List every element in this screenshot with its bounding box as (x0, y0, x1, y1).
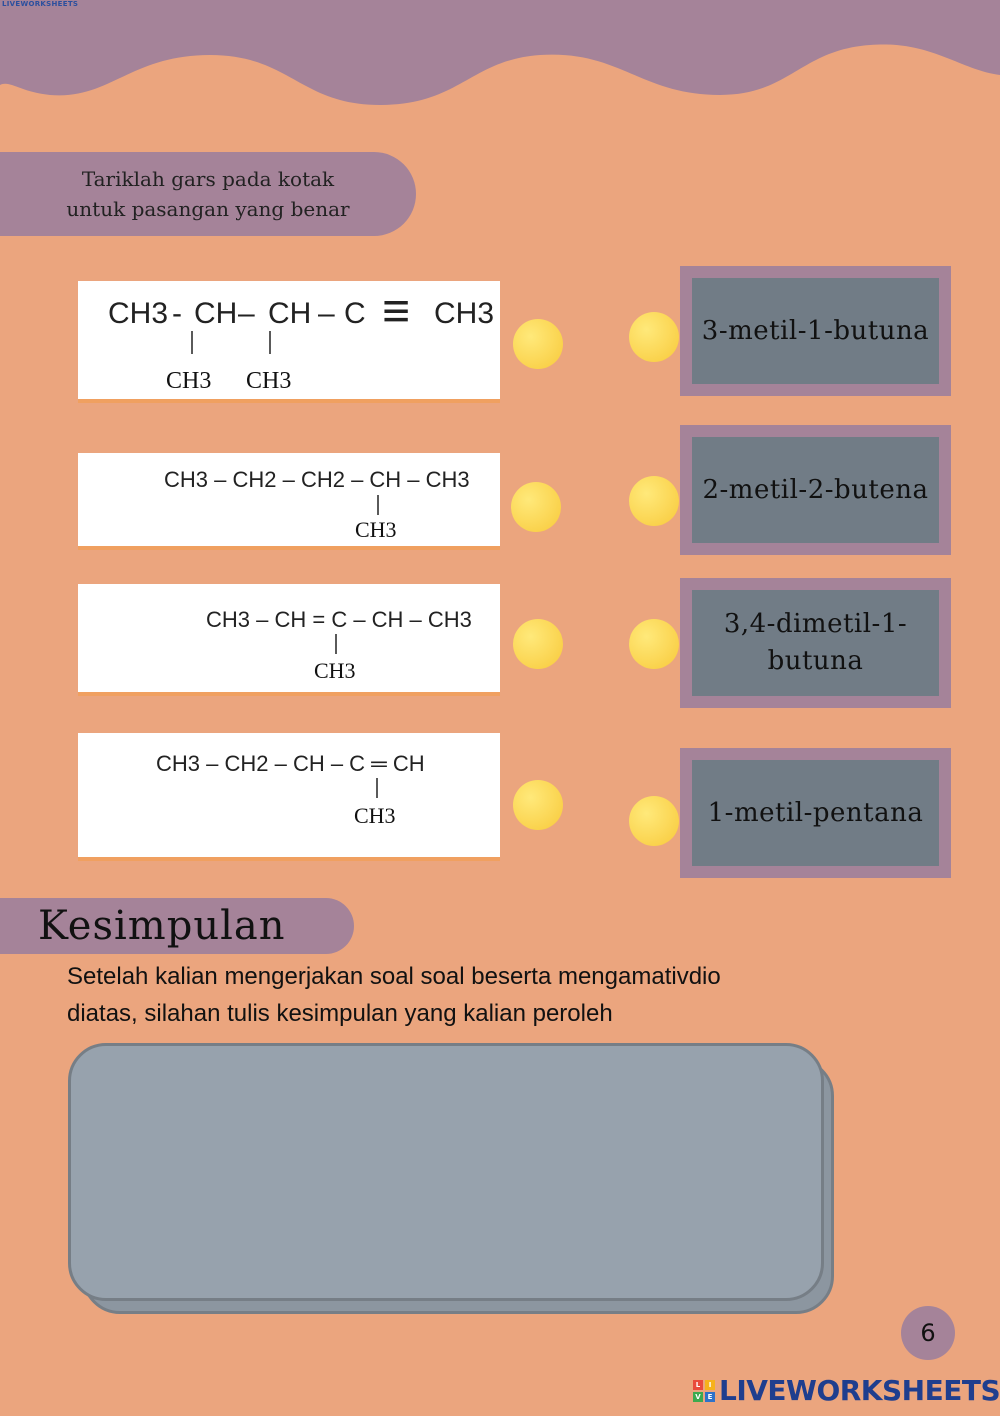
formula-2-main: CH3 – CH2 – CH2 – CH – CH3 (164, 467, 470, 492)
formula-card-4 (78, 733, 500, 857)
logo-squares-icon: L I V E (693, 1380, 715, 1402)
match-dot-left-1[interactable] (513, 319, 563, 369)
formula-1-c: C (344, 297, 366, 330)
name-box-3 (680, 578, 951, 708)
instruction-banner (0, 152, 416, 236)
name-label-2: 2-metil-2-butena (702, 474, 929, 505)
match-dot-right-3[interactable] (629, 619, 679, 669)
formula-1-dash-a: - (172, 297, 182, 330)
formula-1-sub-a: CH3 (166, 368, 212, 394)
formula-3-main: CH3 – CH = C – CH – CH3 (206, 607, 472, 632)
page-number-badge (901, 1306, 955, 1360)
name-box-2 (680, 425, 951, 555)
formula-1-dash-c: – (318, 297, 335, 330)
formula-1-ch-a: CH (194, 297, 238, 330)
instruction-text: Tariklah gars pada kotak untuk pasangan yang benar (66, 167, 350, 221)
answer-box (68, 1043, 824, 1301)
top-wave-decoration (0, 0, 1000, 110)
name-label-4: 1-metil-pentana (707, 797, 924, 828)
formula-card-3 (78, 584, 500, 692)
match-dot-left-4[interactable] (513, 780, 563, 830)
formula-1-ch-b: CH (268, 297, 312, 330)
formula-3-sub: CH3 (314, 658, 356, 683)
formula-1-triple-bond: ≡ (382, 285, 411, 338)
page-number: 6 (920, 1319, 936, 1347)
logo-text: LIVEWORKSHEETS (719, 1374, 1000, 1407)
formula-2-sub: CH3 (355, 517, 397, 542)
match-dot-right-4[interactable] (629, 796, 679, 846)
match-dot-right-2[interactable] (629, 476, 679, 526)
formula-4-main: CH3 – CH2 – CH – C ═ CH (156, 751, 425, 776)
name-label-1: 3-metil-1-butuna (701, 315, 930, 346)
match-dot-left-2[interactable] (511, 482, 561, 532)
formula-card-2 (78, 453, 500, 546)
formula-4-sub: CH3 (354, 803, 396, 828)
formula-1-sub-b: CH3 (246, 368, 292, 394)
formula-1-dash-b: – (238, 297, 255, 330)
formula-4-structure (78, 733, 500, 857)
formula-1-ch3-a: CH3 (108, 297, 169, 330)
name-box-1 (680, 266, 951, 396)
formula-card-1 (78, 281, 500, 399)
match-dot-right-1[interactable] (629, 312, 679, 362)
liveworksheets-logo (693, 1374, 1000, 1407)
watermark: LIVEWORKSHEETS (2, 0, 79, 8)
formula-2-structure (78, 453, 500, 546)
conclusion-title: Kesimpulan (38, 903, 286, 949)
formula-1-structure (78, 281, 500, 399)
conclusion-instruction: Setelah kalian mengerjakan soal soal beserta mengamativdio diatas, silahan tulis kesimpulan yang kalian peroleh (67, 963, 721, 1027)
name-label-3: 3,4-dimetil-1- butuna (723, 609, 908, 676)
formula-3-structure (78, 584, 500, 692)
formula-1-ch3-b: CH3 (434, 297, 495, 330)
conclusion-answer-input[interactable] (91, 1066, 801, 1278)
name-box-4 (680, 748, 951, 878)
match-dot-left-3[interactable] (513, 619, 563, 669)
